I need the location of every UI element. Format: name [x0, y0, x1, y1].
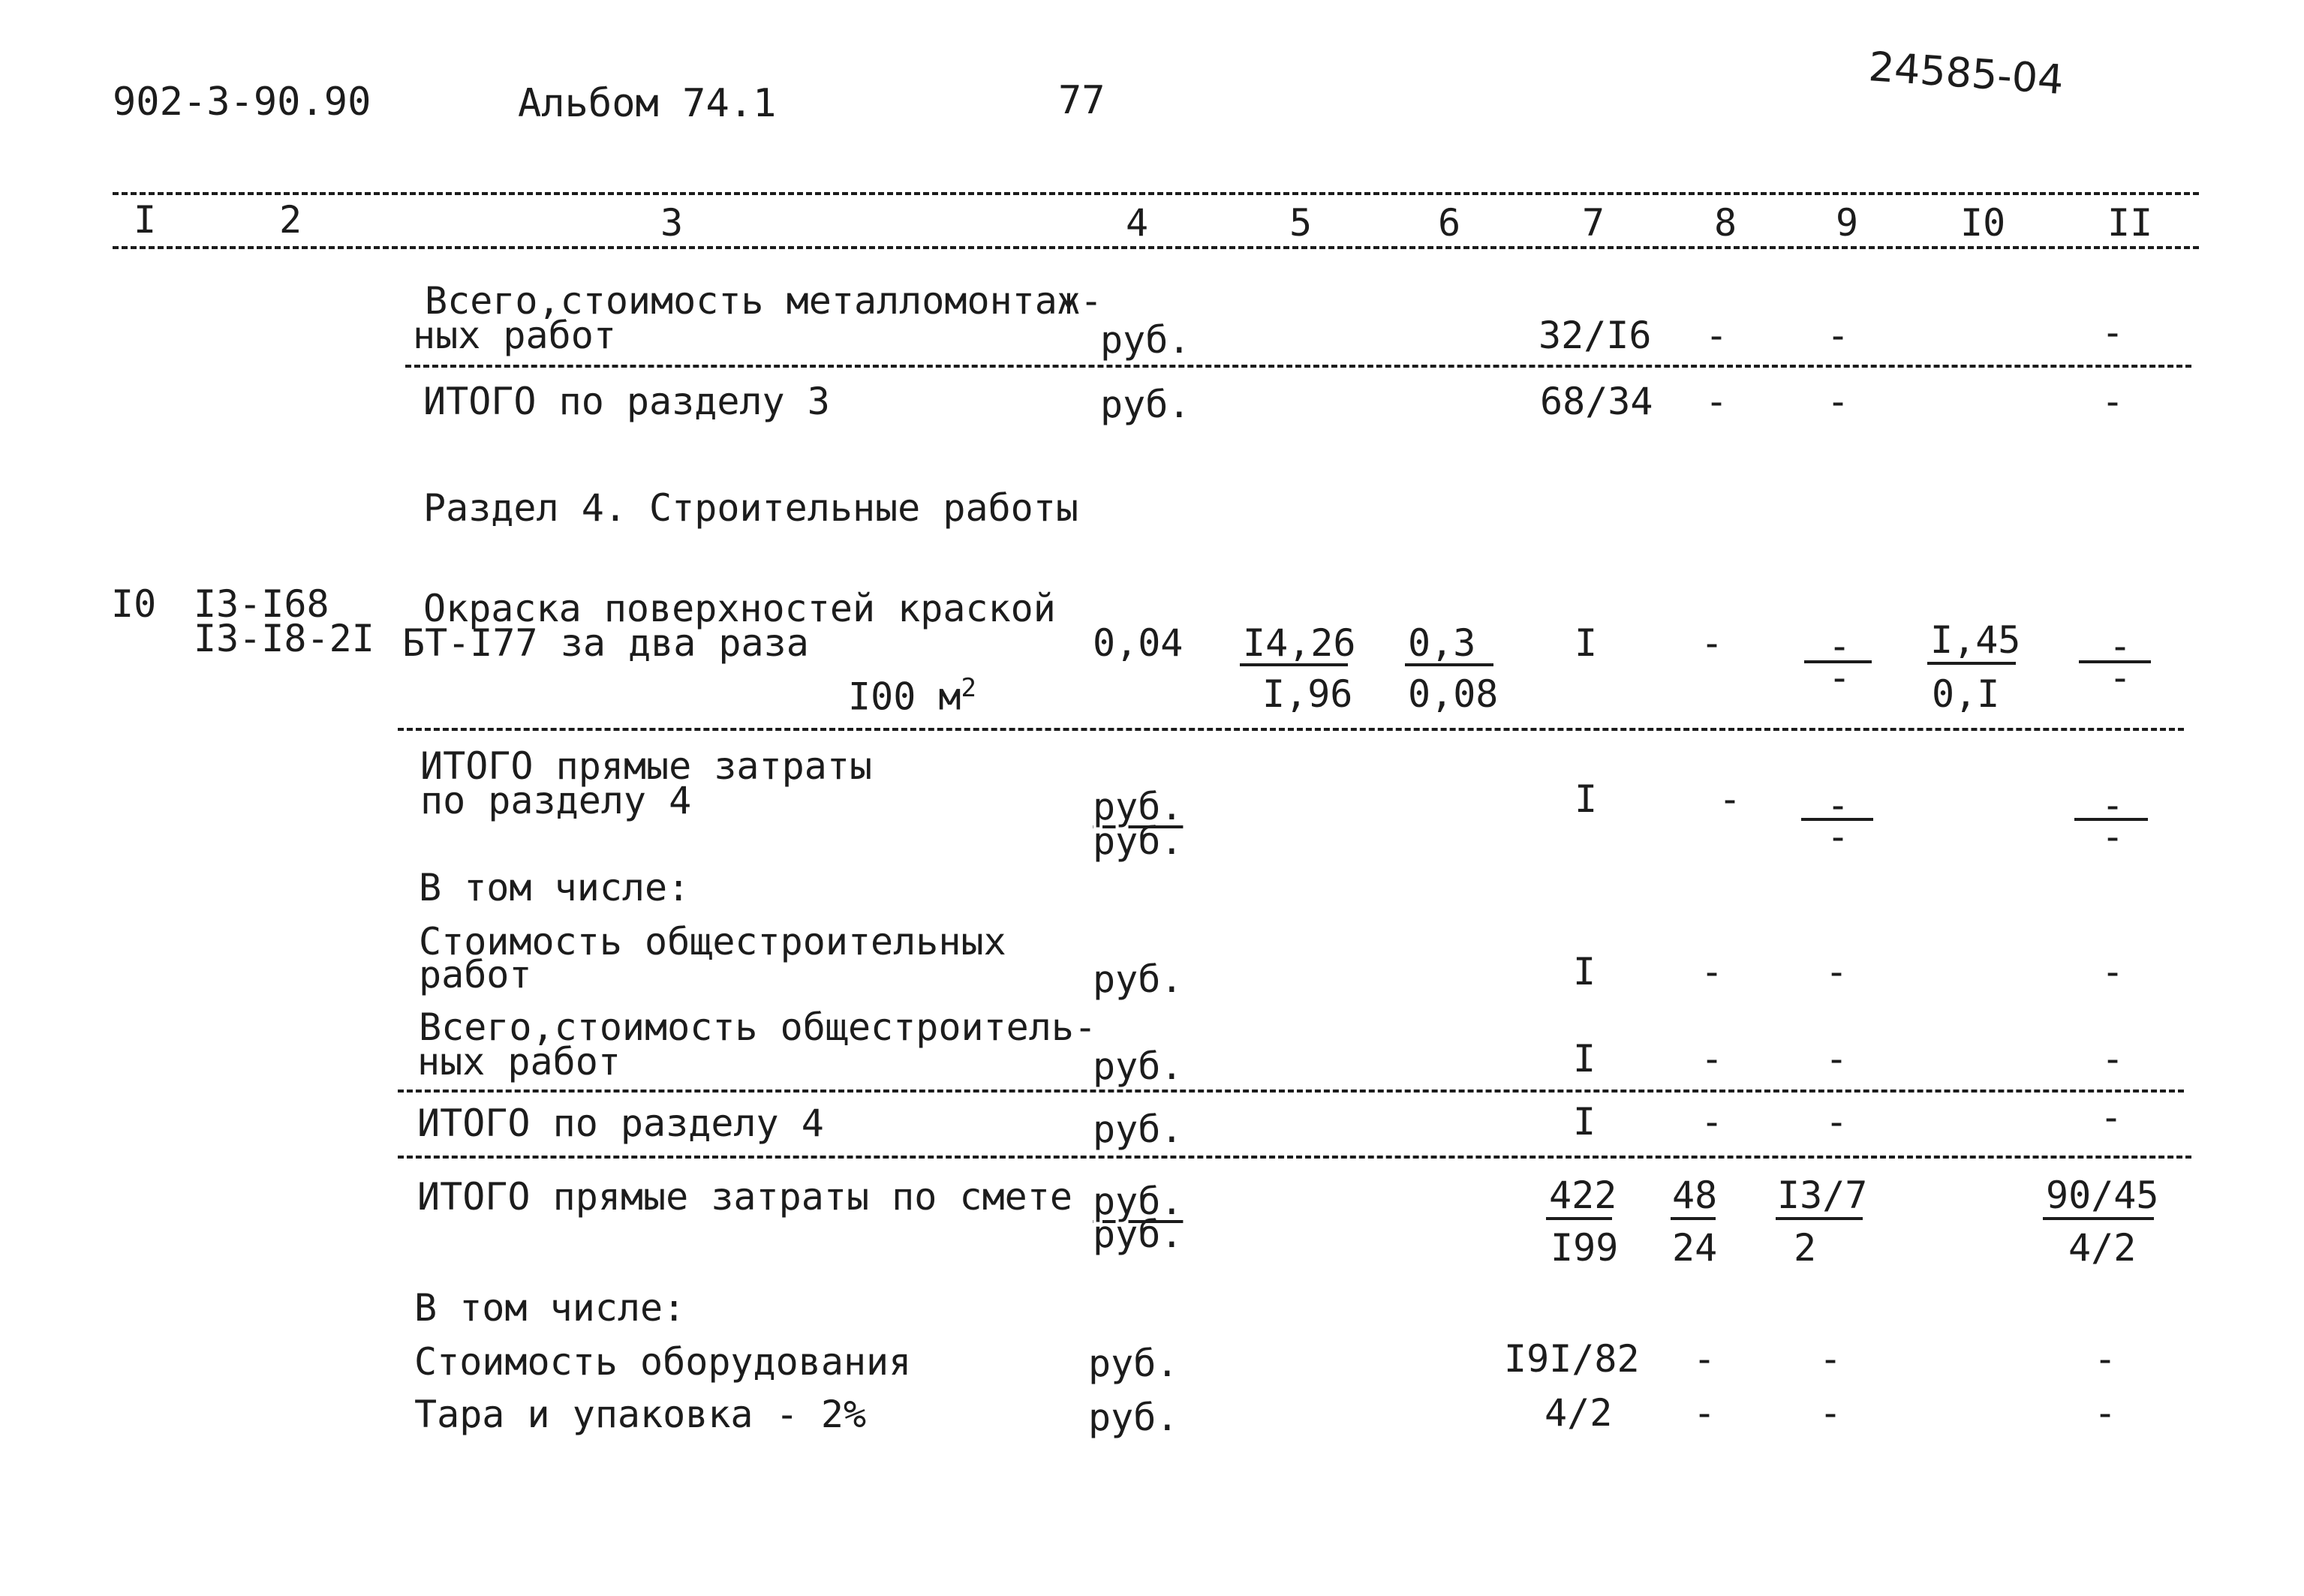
metal-total-col11: -	[2101, 311, 2125, 354]
section4-total-unit: руб.	[1093, 1108, 1184, 1151]
row10-col11-bottom: -	[2109, 656, 2132, 699]
row10-col10-fraction-line	[1927, 662, 2016, 665]
packaging-col9: -	[1819, 1391, 1842, 1435]
row10-col5-bottom: I,96	[1262, 672, 1353, 716]
estimate-direct-col7-fraction-line	[1546, 1217, 1612, 1220]
general-total-unit: руб.	[1093, 1044, 1184, 1088]
row10-measure-unit: I00 $м^2$	[848, 673, 976, 719]
column-number-3: 3	[660, 201, 684, 245]
packaging-unit: руб.	[1088, 1396, 1179, 1439]
section4-direct-col11-bottom: -	[2101, 815, 2125, 858]
section3-total-col7: 68/34	[1540, 380, 1653, 423]
estimate-including-label: В том числе:	[414, 1286, 686, 1330]
column-number-4: 4	[1126, 201, 1149, 245]
estimate-direct-col9-bottom: 2	[1794, 1226, 1817, 1270]
general-works-label-line2: работ	[419, 953, 532, 996]
metal-total-unit: руб.	[1100, 318, 1191, 362]
section4-including-label: В том числе:	[419, 866, 690, 909]
row10-col11-top: -	[2109, 624, 2132, 668]
row10-col6-fraction-line	[1405, 663, 1493, 666]
header-bottom-rule	[113, 246, 2199, 249]
column-number-8: 8	[1714, 201, 1737, 245]
metal-total-label-line1: Всего,стоимость металломонтаж-	[425, 279, 1103, 323]
column-number-2: 2	[279, 198, 302, 242]
section4-total-col11: -	[2100, 1096, 2123, 1139]
estimate-direct-col11-bottom: 4/2	[2068, 1226, 2137, 1270]
general-total-label-line1: Всего,стоимость общестроитель-	[419, 1005, 1097, 1049]
section4-total-col8: -	[1701, 1100, 1724, 1144]
row10-quantity: 0,04	[1093, 621, 1184, 665]
section3-total-col11: -	[2101, 380, 2125, 423]
general-total-col7: I	[1573, 1037, 1596, 1081]
section3-total-rule	[405, 365, 2191, 368]
section4-total-col9: -	[1825, 1100, 1848, 1144]
page-number: 77	[1058, 78, 1105, 123]
packaging-label: Тара и упаковка - 2%	[414, 1393, 867, 1436]
row10-col7: I	[1575, 621, 1598, 665]
equipment-cost-col11: -	[2094, 1337, 2117, 1381]
equipment-cost-unit: руб.	[1088, 1342, 1179, 1385]
equipment-cost-col7: I9I/82	[1504, 1337, 1640, 1381]
general-works-col7: I	[1573, 950, 1596, 993]
row10-col9-top: -	[1828, 624, 1851, 668]
column-number-11: II	[2107, 201, 2153, 245]
packaging-col7: 4/2	[1545, 1391, 1613, 1435]
section4-direct-col7: I	[1575, 777, 1598, 821]
estimate-direct-unit-bottom: руб.	[1093, 1213, 1184, 1256]
section4-direct-label-line1: ИТОГО прямые затраты	[420, 744, 873, 788]
general-works-col8: -	[1701, 950, 1724, 993]
row10-col6-bottom: 0,08	[1408, 672, 1499, 716]
general-total-label-line2: ных работ	[417, 1040, 621, 1084]
document-id-handwritten: 24585-04	[1866, 43, 2065, 104]
estimate-direct-col8-bottom: 24	[1672, 1226, 1718, 1270]
estimate-direct-col7-top: 422	[1549, 1174, 1617, 1217]
section4-total-label: ИТОГО по разделу 4	[417, 1102, 824, 1145]
general-total-col8: -	[1701, 1037, 1724, 1081]
packaging-col8: -	[1693, 1391, 1716, 1435]
general-total-col9: -	[1825, 1037, 1848, 1081]
section3-total-label: ИТОГО по разделу 3	[423, 380, 830, 423]
section3-total-col9: -	[1827, 380, 1850, 423]
estimate-direct-col8-fraction-line	[1671, 1217, 1716, 1220]
section4-direct-unit-top: руб.	[1093, 785, 1184, 828]
column-number-1: I	[134, 198, 157, 242]
section4-total-rule	[398, 1090, 2184, 1093]
column-number-9: 9	[1836, 201, 1859, 245]
section4-direct-unit-bottom: руб.	[1093, 819, 1184, 863]
row10-col9-bottom: -	[1828, 656, 1851, 699]
estimate-direct-col8-top: 48	[1672, 1174, 1718, 1217]
equipment-cost-label: Стоимость оборудования	[414, 1340, 912, 1384]
row10-col5-top: I4,26	[1243, 621, 1356, 665]
row10-description-line1: Окраска поверхностей краской	[423, 587, 1056, 630]
section4-title: Раздел 4. Строительные работы	[423, 486, 1078, 530]
column-number-5: 5	[1289, 201, 1313, 245]
metal-total-col9: -	[1827, 314, 1850, 357]
section3-total-col8: -	[1705, 380, 1728, 423]
column-number-6: 6	[1438, 201, 1461, 245]
metal-total-col7: 32/I6	[1539, 314, 1652, 357]
header-top-rule	[113, 192, 2199, 195]
section4-total-col7: I	[1573, 1100, 1596, 1144]
section4-direct-rule	[398, 728, 2184, 731]
column-number-7: 7	[1582, 201, 1605, 245]
row10-code-2: I3-I8-2I	[194, 617, 374, 660]
estimate-direct-col9-fraction-line	[1776, 1217, 1863, 1220]
document-code: 902-3-90.90	[113, 80, 371, 125]
section4-direct-col8: -	[1719, 777, 1742, 821]
metal-total-label-line2: ных работ	[413, 314, 616, 357]
section4-direct-col9-bottom: -	[1827, 815, 1850, 858]
equipment-cost-col8: -	[1693, 1337, 1716, 1381]
estimate-direct-label: ИТОГО прямые затраты по смете	[417, 1175, 1072, 1219]
equipment-cost-col9: -	[1819, 1337, 1842, 1381]
row10-col5-fraction-line	[1240, 663, 1348, 666]
packaging-col11: -	[2094, 1391, 2117, 1435]
column-number-10: I0	[1960, 201, 2006, 245]
estimate-direct-col9-top: I3/7	[1777, 1174, 1868, 1217]
general-total-col11: -	[2101, 1037, 2125, 1081]
row10-col10-bottom: 0,I	[1932, 672, 2000, 716]
row10-description-line2: БТ-I77 за два раза	[402, 621, 809, 665]
estimate-direct-col7-bottom: I99	[1551, 1226, 1619, 1270]
row10-col10-top: I,45	[1930, 618, 2021, 662]
general-works-label-line1: Стоимость общестроительных	[419, 920, 1006, 963]
general-works-unit: руб.	[1093, 957, 1184, 1001]
row10-code-1: I3-I68	[194, 582, 329, 626]
estimate-direct-unit-top: руб.	[1093, 1180, 1184, 1223]
album-label: Альбом 74.1	[518, 81, 777, 126]
section4-direct-col9-top: -	[1827, 783, 1850, 827]
section3-total-unit: руб.	[1100, 383, 1191, 426]
estimate-direct-col11-fraction-line	[2043, 1217, 2154, 1220]
row10-number: I0	[111, 582, 157, 626]
general-works-col9: -	[1825, 950, 1848, 993]
row10-col6-top: 0,3	[1408, 621, 1476, 665]
estimate-total-rule	[398, 1156, 2191, 1159]
estimate-direct-col11-top: 90/45	[2046, 1174, 2159, 1217]
general-works-col11: -	[2101, 950, 2125, 993]
row10-col8: -	[1701, 621, 1724, 665]
section4-direct-col11-top: -	[2101, 783, 2125, 827]
section4-direct-label-line2: по разделу 4	[420, 779, 692, 822]
metal-total-col8: -	[1705, 314, 1728, 357]
